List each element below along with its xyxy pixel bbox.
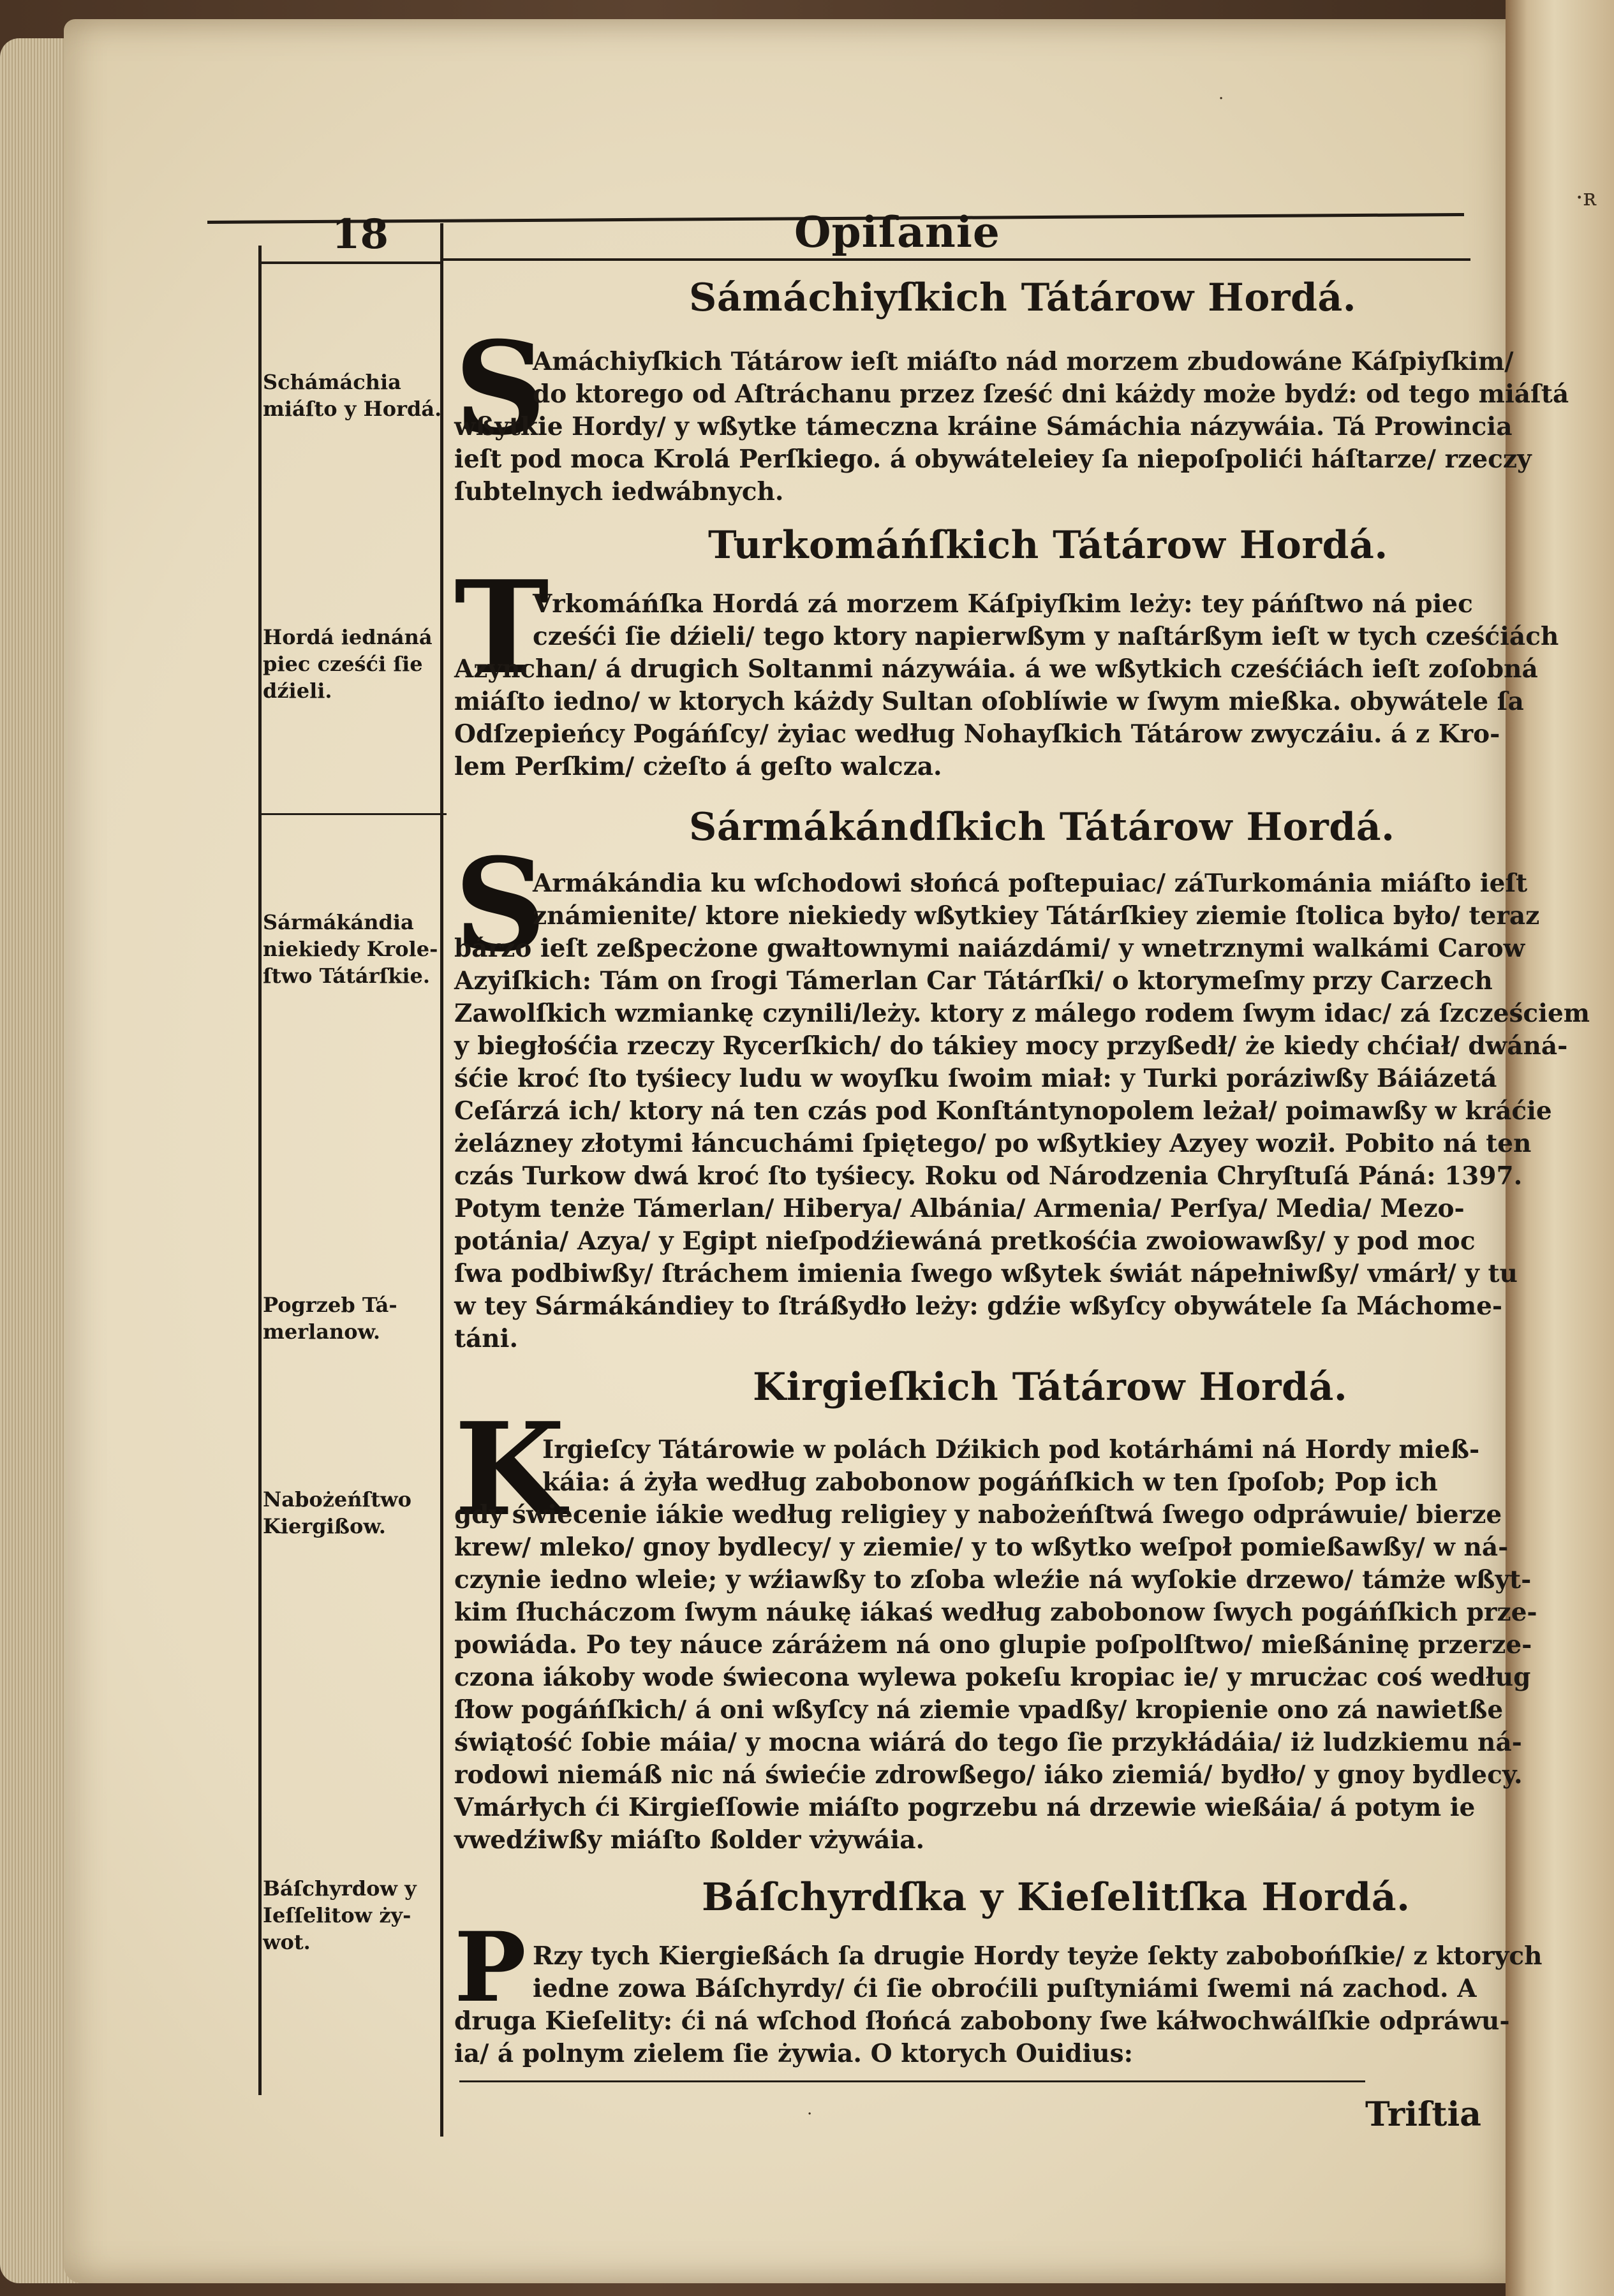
text-line: miáſto iedno/ w ktorych káżdy Sultan oſoblíwie w ſwym mießka. obywátele ſa (454, 687, 1524, 716)
drop-capital: T (454, 553, 549, 703)
text-line: Azynchan/ á drugich Soltanmi názywáia. á we wßytkich cześćiách ieſt zoſobná (454, 654, 1538, 684)
print-speck: · (1218, 89, 1224, 108)
header-rule-lower (440, 258, 1470, 261)
text-line: powiáda. Po tey náuce záráżem ná ono glupie poſpolſtwo/ mießáninę przerze- (454, 1630, 1532, 1659)
text-line: świątość ſobie máia/ y mocna wiárá do tego ſie przykłádáia/ iż ludzkiemu ná- (454, 1728, 1522, 1757)
section-heading: Sármákándſkich Tátárow Hordá. (689, 805, 1395, 850)
text-line: w tey Sármákándiey to ſtráßydło leży: gdźie wßyſcy obywátele ſa Máchome- (454, 1292, 1503, 1321)
text-line: známienite/ ktore niekiedy wßytkiey Tátárſkiey ziemie ſtolica było/ teraz (533, 901, 1540, 931)
margin-note: niekiedy Krole- (263, 937, 438, 961)
drop-capital: K (454, 1395, 565, 1545)
page-number: 18 (332, 210, 389, 258)
section-rule-1 (262, 813, 447, 815)
margin-column-rule-right (440, 223, 443, 2137)
text-line: żelázney złotymi łáncuchámi ſpiętego/ po wßytkiey Azyey woził. Pobito ná ten (454, 1129, 1532, 1158)
text-line: rodowi niemáß nic ná świećie zdrowßego/ iáko ziemiá/ bydło/ y gnoy bydlecy. (454, 1760, 1523, 1790)
margin-note: Ieſſelitow ży- (263, 1903, 411, 1927)
margin-note: Pogrzeb Tá- (263, 1293, 397, 1317)
text-line: krew/ mleko/ gnoy bydlecy/ y ziemie/ y to wßytko weſpoł pomießawßy/ w ná- (454, 1533, 1509, 1562)
text-line: czás Turkow dwá kroć ſto tyśiecy. Roku od Národzenia Chryſtuſá Páná: 1397. (454, 1161, 1523, 1191)
margin-column-rule-left (258, 246, 262, 2095)
text-line: kim ſłucháczom ſwym náukę iákaś według zabobonow ſwych pogáńſkich prze- (454, 1598, 1537, 1627)
text-line: potánia/ Azya/ y Egipt nieſpodźiewáná pretkośćia zwoiowawßy/ y pod moc (454, 1226, 1476, 1256)
catchword: Triſtia (1365, 2095, 1481, 2134)
text-line: Zawolſkich wzmiankę czynili/leży. ktory z málego rodem ſwym idac/ zá ſzcześciem (454, 999, 1590, 1028)
bottom-rule (459, 2080, 1365, 2082)
text-line: Vmárłych ći Kirgieſſowie miáſto pogrzebu ná drzewie wießáia/ á potym ie (454, 1793, 1476, 1822)
text-line: Vrkomáńſka Hordá zá morzem Káſpiyſkim leży: tey páńſtwo ná piec (533, 589, 1473, 619)
text-line: ſłow pogáńſkich/ á oni wßyſcy ná ziemie vpadßy/ kropienie ono zá nawietße (454, 1695, 1504, 1725)
text-line: gdy świecenie iákie według religiey y nabożeńſtwá ſwego odpráwuie/ bierze (454, 1500, 1502, 1529)
text-line: ſwa podbiwßy/ ſtráchem imienia ſwego wßytek świát nápełniwßy/ vmárł/ y tu (454, 1259, 1518, 1288)
text-line: do ktorego od Aſtráchanu przez ſześć dni káżdy może bydź: od tego miáſtá (533, 379, 1569, 409)
margin-note: piec cześći ſie (263, 652, 423, 676)
text-line: y biegłośćia rzeczy Rycerſkich/ do tákiey mocy przyßedł/ że kiedy chćiał/ dwáná- (454, 1031, 1568, 1061)
text-line: ia/ á polnym zielem ſie żywia. O ktorych Ouidius: (454, 2039, 1133, 2068)
margin-note: Báſchyrdow y (263, 1876, 417, 1901)
text-line: Azyiſkich: Tám on ſrogi Támerlan Car Tátárſki/ o ktorymeſmy przy Carzech (454, 966, 1493, 996)
text-line: lem Perſkim/ cżeſto á geſto walcza. (454, 752, 942, 781)
margin-note: Sármákándia (263, 910, 414, 934)
text-line: táni. (454, 1324, 519, 1353)
text-line: ſubtelnych iedwábnych. (454, 477, 784, 506)
gutter-mark: ·ʀ (1576, 185, 1597, 211)
text-line: wßytkie Hordy/ y wßytke támeczna kráine Sámáchia názywáia. Tá Prowincia (454, 412, 1513, 441)
margin-note: ſtwo Tátárſkie. (263, 964, 431, 988)
text-line: Odſzepieńcy Pogáńſcy/ żyiac według Nohayſkich Tátárow zwyczáiu. á z Kro- (454, 719, 1500, 749)
running-title: Opiſanie (794, 207, 1000, 257)
margin-note: Schámáchia (263, 370, 401, 394)
text-line: ieſt pod moca Krolá Perſkiego. á obywáteleiey ſa niepoſpolići háſtarze/ rzeczy (454, 445, 1532, 474)
margin-top-rule (262, 261, 440, 264)
drop-capital: S (454, 314, 547, 464)
margin-note: merlanow. (263, 1320, 381, 1344)
text-line: czynie iedno wleie; y wźiawßy to zſoba wleźie ná wyſokie drzewo/ támże wßyt- (454, 1565, 1532, 1594)
drop-capital: P (454, 1911, 526, 2024)
section-heading: Turkomáńſkich Tátárow Hordá. (708, 523, 1388, 568)
text-line: iedne zowa Báſchyrdy/ ći ſie obroćili puſtyniámi ſwemi ná zachod. A (533, 1974, 1477, 2003)
section-heading: Sámáchiyſkich Tátárow Hordá. (689, 276, 1357, 320)
print-speck: · (807, 2105, 813, 2124)
margin-note: Nabożeńſtwo (263, 1487, 411, 1512)
text-line: káia: á żyła według zabobonow pogáńſkich w ten ſpoſob; Pop ich (542, 1468, 1438, 1497)
text-line: cześći ſie dźieli/ tego ktory napierwßym y naſtárßym ieſt w tych cześćiách (533, 622, 1559, 651)
margin-note: wot. (263, 1930, 311, 1954)
text-line: vwedźiwßy miáſto ßolder vżywáia. (454, 1825, 925, 1855)
text-line: Amáchiyſkich Tátárow ieſt miáſto nád morzem zbudowáne Káſpiyſkim/ (533, 347, 1514, 376)
text-line: Armákándia ku wſchodowi słońcá poſtepuiac/ záTurkománia miáſto ieſt (533, 869, 1528, 898)
text-line: Potym tenże Támerlan/ Hiberya/ Albánia/ Armenia/ Perſya/ Media/ Mezo- (454, 1194, 1465, 1223)
text-line: bárzo ieſt zeßpecżone gwałtownymi naiázdámi/ y wnetrznymi walkámi Carow (454, 934, 1525, 963)
text-line: druga Kieſelity: ći ná wſchod ſłońcá zabobony ſwe káłwochwálſkie odpráwu- (454, 2006, 1510, 2036)
text-line: Ceſárzá ich/ ktory ná ten czás pod Konſtántynopolem leżał/ poimawßy w kráćie (454, 1096, 1552, 1126)
margin-note: dźieli. (263, 679, 332, 703)
section-heading: Báſchyrdſka y Kieſelitſka Hordá. (702, 1875, 1410, 1920)
text-line: Rzy tych Kiergießách ſa drugie Hordy teyże ſekty zabobońſkie/ z ktorych (533, 1941, 1543, 1971)
text-line: czona iákoby wode świecona wylewa pokeſu kropiac ie/ y mrucżac coś według (454, 1663, 1531, 1692)
text-line: Irgieſcy Tátárowie w polách Dźikich pod kotárhámi ná Hordy mieß- (542, 1435, 1480, 1464)
section-heading: Kirgieſkich Tátárow Hordá. (753, 1365, 1348, 1409)
drop-capital: S (454, 830, 547, 980)
margin-note: Kiergißow. (263, 1514, 386, 1538)
margin-note: miáſto y Hordá. (263, 397, 442, 421)
text-line: śćie kroć ſto tyśiecy ludu w woyſku ſwoim miał: y Turki poráziwßy Báiázetá (454, 1064, 1497, 1093)
margin-note: Hordá iednáná (263, 625, 433, 649)
